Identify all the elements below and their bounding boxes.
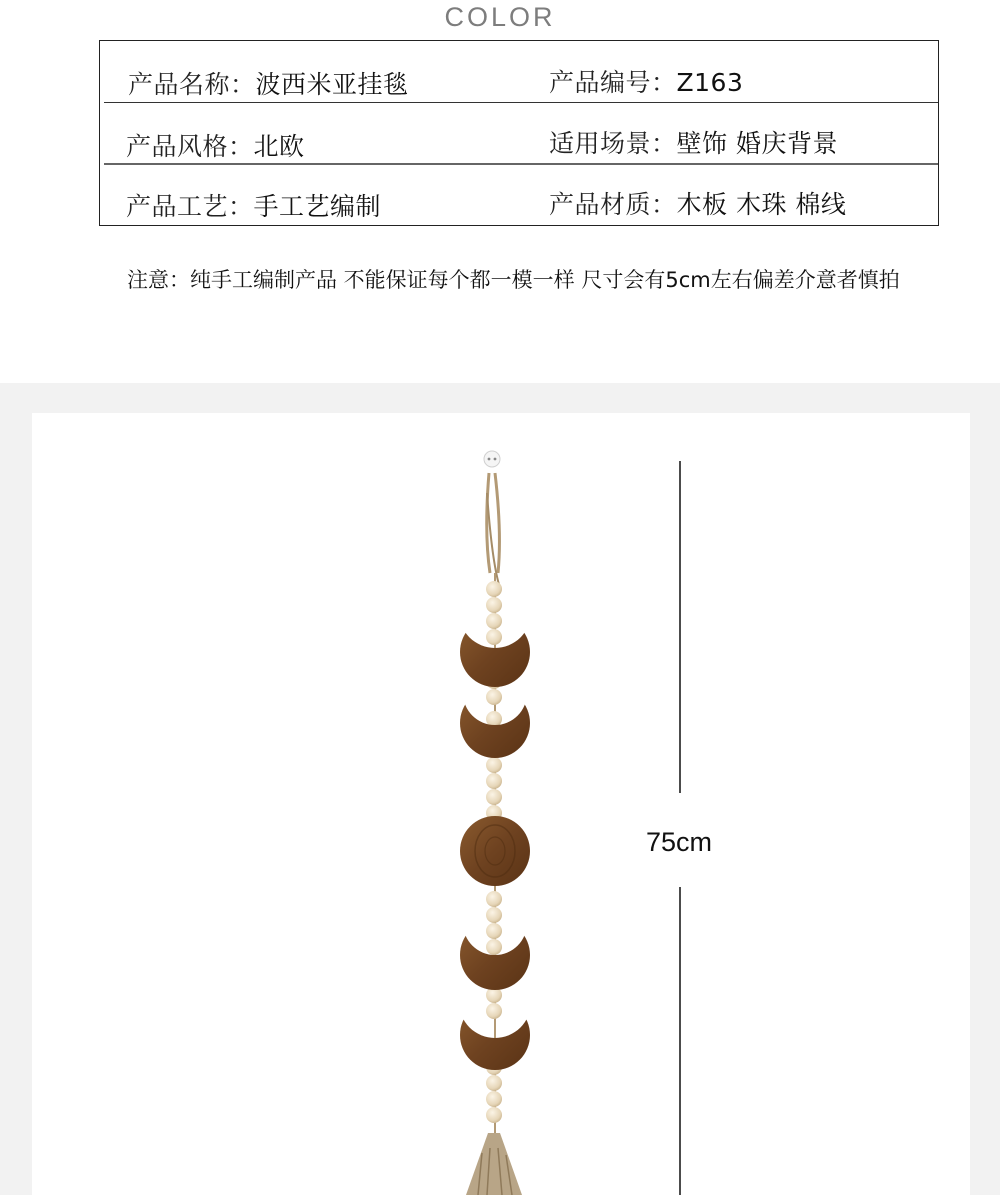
spec-cell-material — [549, 185, 846, 221]
spec-row — [100, 41, 938, 103]
spec-value: 波西米亚挂毯 — [255, 70, 409, 99]
spec-label: 产品材质： — [549, 190, 677, 219]
product-gallery — [0, 383, 1000, 1195]
full-moon-piece — [460, 816, 530, 886]
spec-label: 产品工艺： — [126, 192, 254, 221]
disclaimer-note: 注意：纯手工编制产品 不能保证每个都一模一样 尺寸会有5cm左右偏差介意者慎拍 — [127, 268, 900, 292]
product-photo — [32, 413, 970, 1195]
spec-cell-code — [549, 63, 743, 99]
wall-hanging-illustration — [32, 413, 970, 1195]
crescent-moon-piece — [460, 688, 530, 758]
spec-row — [100, 165, 938, 227]
spec-label: 产品风格： — [126, 132, 254, 161]
hanger-hook — [484, 451, 500, 588]
spec-value: 手工艺编制 — [253, 192, 382, 221]
spec-row — [100, 103, 938, 165]
section-heading: COLOR — [444, 2, 556, 32]
spec-label: 适用场景： — [549, 129, 677, 158]
dimension-label: 75cm — [646, 827, 713, 857]
spec-value: 木板 木珠 棉线 — [676, 190, 847, 219]
spec-table — [99, 40, 939, 226]
crescent-moon-piece — [460, 617, 530, 687]
spec-value: 北欧 — [253, 132, 305, 161]
spec-label: 产品编号： — [549, 68, 677, 97]
spec-cell-style — [126, 127, 305, 163]
spec-cell-name — [128, 65, 409, 101]
moon-phases — [460, 617, 530, 1070]
spec-value: Z163 — [676, 68, 744, 97]
spec-section — [0, 0, 1000, 383]
crescent-moon-piece — [460, 1000, 530, 1070]
spec-label: 产品名称： — [128, 70, 256, 99]
spec-cell-scene — [549, 124, 838, 160]
crescent-moon-piece — [460, 920, 530, 990]
spec-cell-craft — [126, 187, 381, 223]
jute-tassel — [466, 1133, 522, 1195]
spec-value: 壁饰 婚庆背景 — [676, 129, 838, 158]
